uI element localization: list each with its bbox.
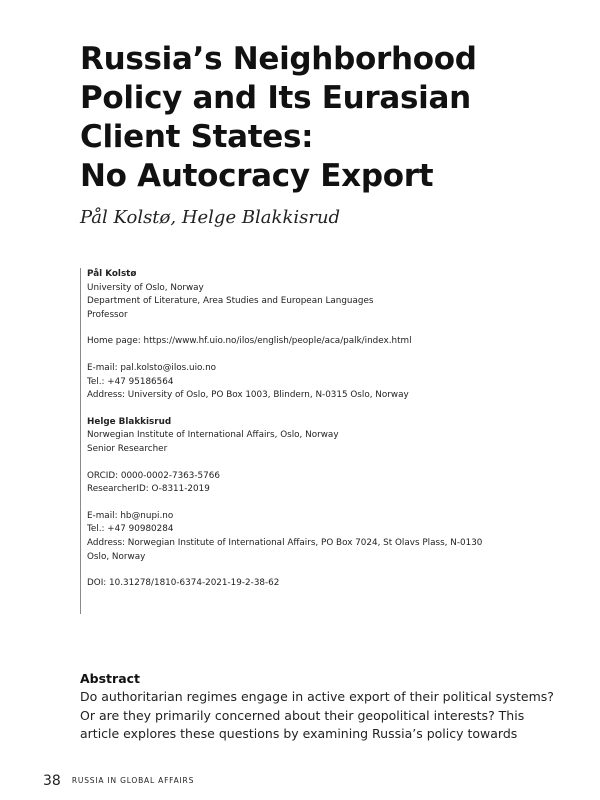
author1-department: Department of Literature, Area Studies and European Languages <box>87 296 374 307</box>
author2-position: Senior Researcher <box>87 443 168 454</box>
title-line: Policy and Its Eurasian <box>80 80 471 116</box>
abstract-line: Do authoritarian regimes engage in active export of their political systems? <box>80 689 554 704</box>
author-info-block <box>80 268 535 614</box>
author1-homepage: Home page: https://www.hf.uio.no/ilos/english/people/aca/palk/index.html <box>87 336 412 347</box>
author2-address: Address: Norwegian Institute of International Affairs, PO Box 7024, St Olavs Plass, N-0130 <box>87 537 483 548</box>
author2-affiliation: Norwegian Institute of International Affairs, Oslo, Norway <box>87 430 339 441</box>
author1-address: Address: University of Oslo, PO Box 1003, Blindern, N-0315 Oslo, Norway <box>87 390 409 401</box>
page-number: 38 <box>43 773 61 789</box>
author2-tel: Tel.: +47 90980284 <box>87 524 174 535</box>
author2-researcher-id: ResearcherID: O-8311-2019 <box>87 484 210 495</box>
page-footer <box>43 770 194 789</box>
abstract-line: article explores these questions by examining Russia’s policy towards <box>80 726 518 741</box>
author2-address-continued: Oslo, Norway <box>87 551 146 562</box>
abstract-heading: Abstract <box>80 671 141 686</box>
author1-affiliation: University of Oslo, Norway <box>87 282 204 293</box>
abstract-text <box>80 688 585 744</box>
doi: DOI: 10.31278/1810-6374-2021-19-2-38-62 <box>87 578 280 589</box>
author2-email: E-mail: hb@nupi.no <box>87 510 174 521</box>
abstract-line: Or are they primarily concerned about their geopolitical interests? This <box>80 707 525 723</box>
title-line: Russia’s Neighborhood <box>80 41 477 77</box>
title-line: Client States: <box>80 119 314 155</box>
journal-name: RUSSIA IN GLOBAL AFFAIRS <box>71 776 195 785</box>
author2-orcid: ORCID: 0000-0002-7363-5766 <box>87 470 220 481</box>
article-title <box>80 40 580 196</box>
author1-position: Professor <box>87 309 128 320</box>
title-line: No Autocracy Export <box>80 158 434 194</box>
author1-email: E-mail: pal.kolsto@ilos.uio.no <box>87 362 217 373</box>
author-names: Pål Kolstø, Helge Blakkisrud <box>80 207 341 228</box>
author1-name: Pål Kolstø <box>87 269 137 279</box>
author2-name: Helge Blakkisrud <box>87 416 172 427</box>
author1-tel: Tel.: +47 95186564 <box>87 376 174 387</box>
